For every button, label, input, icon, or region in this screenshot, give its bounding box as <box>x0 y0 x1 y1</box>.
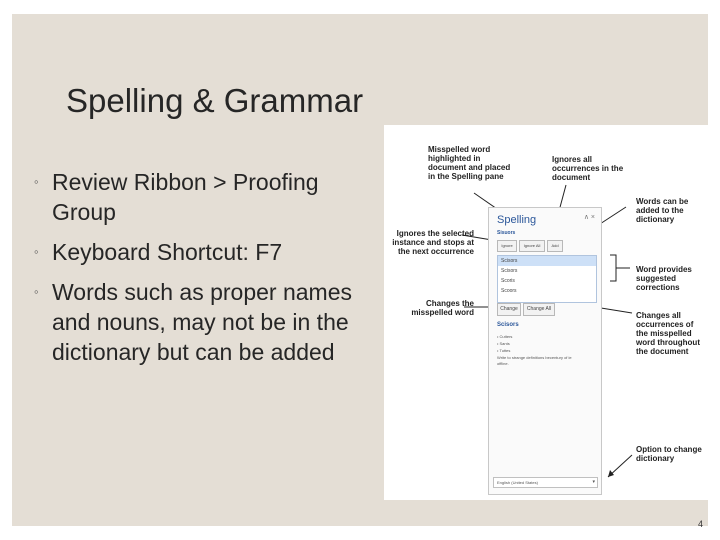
bullet-text: Review Ribbon > Proofing Group <box>52 169 319 225</box>
definition-line: offline. <box>497 361 509 366</box>
change-button[interactable]: Change <box>497 303 521 316</box>
pane-close-icon[interactable]: ∧ × <box>583 214 595 221</box>
bullet-item <box>34 167 374 227</box>
change-all-button[interactable]: Change All <box>523 303 555 316</box>
slide <box>12 14 708 529</box>
bullet-text: Keyboard Shortcut: F7 <box>52 239 283 265</box>
definition-line: • Sants <box>497 341 510 346</box>
definition-line: • Cutters <box>497 334 513 339</box>
spelling-pane <box>488 207 602 495</box>
suggestion-list[interactable] <box>497 255 597 303</box>
callout-change: Changes the misspelled word <box>411 299 474 317</box>
bullet-marker: ◦ <box>34 244 39 259</box>
bullet-marker: ◦ <box>34 284 39 299</box>
bullet-list <box>34 167 374 377</box>
callout-change-all: Changes all occurrences of the misspelled word throughout the document <box>636 311 700 356</box>
slide-title: Spelling & Grammar <box>66 82 364 119</box>
misspelled-word: Sisuors <box>497 230 516 236</box>
suggestion-item[interactable]: Scoors <box>501 288 517 294</box>
callout-language: Option to change dictionary <box>636 445 702 463</box>
suggestion-item[interactable]: Scoris <box>501 278 515 284</box>
callout-suggestions: Word provides suggested corrections <box>636 265 692 292</box>
ignore-button[interactable]: Ignore <box>497 240 517 252</box>
bullet-text: Words such as proper names and nouns, may not be in the dictionary but can be added <box>52 279 352 365</box>
definition-line: • Tuttes <box>497 348 511 353</box>
definition-word: Scisors <box>497 322 519 328</box>
callout-misspelled: Misspelled word highlighted in document and placed in the Spelling pane <box>428 145 511 181</box>
chevron-down-icon: ▾ <box>592 479 595 485</box>
pane-title: Spelling <box>497 214 537 226</box>
bullet-item <box>34 277 374 367</box>
callout-ignore-all: Ignores all occurrences in the document <box>552 155 624 182</box>
ignore-all-button[interactable]: Ignore All <box>519 240 545 252</box>
language-value: English (United States) <box>497 480 538 485</box>
language-dropdown[interactable] <box>493 477 598 488</box>
suggestion-item[interactable]: Scisors <box>501 268 518 274</box>
bullet-marker: ◦ <box>34 174 39 189</box>
callout-ignore: Ignores the selected instance and stops at the next occurrence <box>392 229 474 256</box>
slide-number: 4 <box>698 519 704 529</box>
callout-add: Words can be added to the dictionary <box>636 197 689 224</box>
spelling-pane-screenshot <box>384 125 710 500</box>
add-button[interactable]: Add <box>547 240 563 252</box>
bullet-item <box>34 237 374 267</box>
suggestion-item[interactable]: Scisors <box>498 256 596 266</box>
definition-line: Write to strange definitions becentury of ie <box>497 355 572 360</box>
